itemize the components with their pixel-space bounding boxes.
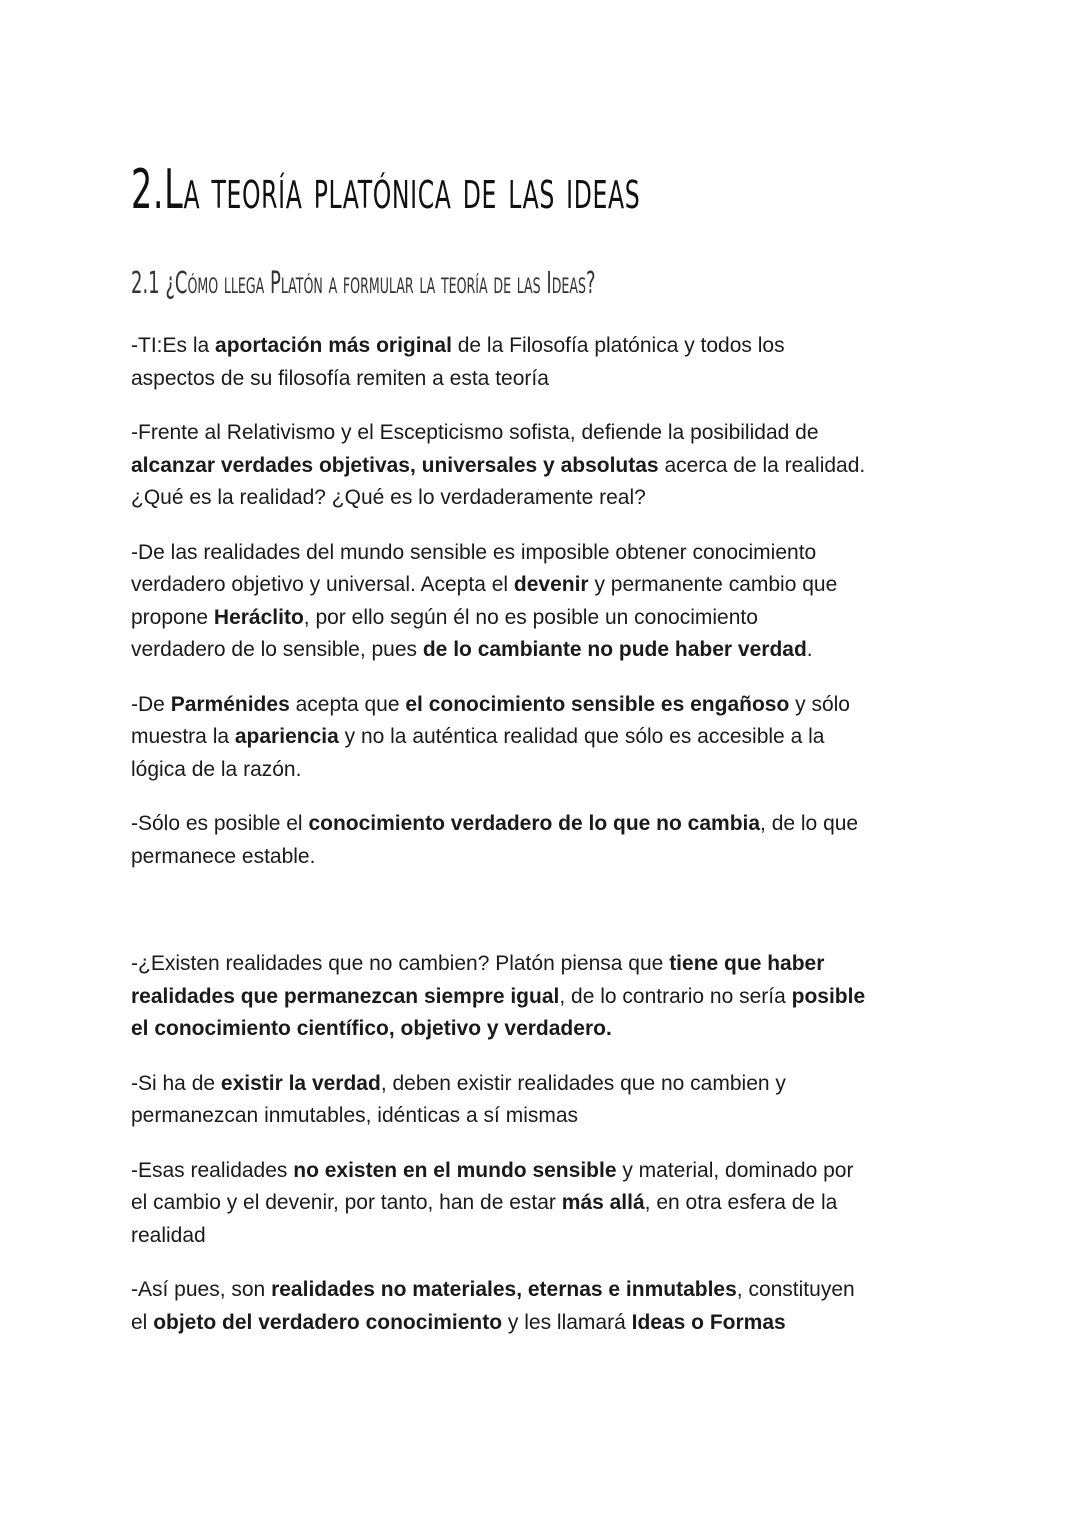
bold-text: Ideas o Formas: [631, 1310, 786, 1334]
text: -Esas realidades: [131, 1158, 294, 1182]
paragraph: [131, 948, 1011, 1046]
text: -Frente al Relativismo y el Escepticismo sofista, defiende la posibilidad de: [131, 421, 819, 444]
text: -TI:Es la: [131, 334, 216, 357]
document-body: [131, 330, 1011, 1361]
bold-text: de lo cambiante no pude haber verdad: [422, 638, 807, 661]
text: y material, dominado por el cambio y el devenir, por tanto, han de estar: [131, 1158, 854, 1214]
text: y les llamará: [502, 1310, 632, 1334]
bold-text: Parménides: [170, 692, 290, 716]
bold-text: el conocimiento sensible es engañoso: [405, 692, 790, 716]
paragraph: [131, 537, 1011, 667]
section-subtitle: 2.1 ¿Cómo llega Platón a formular la teoría de las Ideas?: [131, 266, 596, 301]
text: -De las realidades del mundo sensible es imposible obtener conocimiento verdadero objetivo y universal. Acepta el: [131, 540, 817, 596]
bold-text: tiene que haber realidades que permanezcan siempre igual: [131, 952, 825, 1008]
text: , en otra esfera de la realidad: [131, 1191, 838, 1247]
paragraph: [131, 1155, 1011, 1253]
text: -Así pues, son: [131, 1278, 272, 1301]
text: acepta que: [289, 692, 406, 716]
text: -Si ha de: [131, 1071, 221, 1095]
page-title: 2.La teoría platónica de las ideas: [131, 158, 641, 221]
bold-text: devenir: [513, 573, 589, 596]
text: , deben existir realidades que no cambien y permanezcan inmutables, idénticas a sí mismas: [131, 1071, 786, 1127]
paragraph: [131, 689, 1011, 787]
bold-text: realidades no materiales, eternas e inmutables: [271, 1278, 737, 1301]
text: , de lo contrario no sería: [559, 984, 792, 1008]
paragraph: [131, 417, 1011, 515]
bold-text: existir la verdad: [220, 1071, 381, 1095]
bold-text: alcanzar verdades objetivas, universales y absolutas: [131, 453, 659, 477]
text: y no la auténtica realidad que sólo es accesible a la lógica de la razón.: [131, 725, 825, 781]
text: -De: [131, 692, 171, 716]
bold-text: apariencia: [234, 725, 339, 748]
text: -Sólo es posible el: [131, 812, 309, 835]
paragraph: [131, 808, 1011, 873]
paragraph: [131, 1068, 1011, 1133]
paragraph: [131, 330, 1011, 395]
text: , por ello según él no es posible un conocimiento verdadero de lo sensible, pues: [131, 605, 758, 661]
bold-text: Heráclito: [213, 605, 304, 629]
text: acerca de la realidad. ¿Qué es la realidad? ¿Qué es lo verdaderamente real?: [131, 453, 866, 509]
bold-text: conocimiento verdadero de lo que no cambia: [308, 812, 761, 835]
text: -¿Existen realidades que no cambien? Platón piensa que: [131, 952, 670, 975]
bold-text: posible el conocimiento científico, objetivo y verdadero.: [131, 984, 866, 1040]
bold-text: más allá: [561, 1191, 645, 1214]
text: y sólo muestra la: [131, 692, 850, 748]
text: de la Filosofía platónica y todos los aspectos de su filosofía remiten a esta teoría: [131, 334, 785, 390]
text: .: [806, 638, 813, 661]
text: y permanente cambio que propone: [131, 573, 838, 629]
text: , de lo que permanece estable.: [131, 812, 859, 868]
bold-text: objeto del verdadero conocimiento: [153, 1310, 503, 1334]
bold-text: no existen en el mundo sensible: [293, 1158, 617, 1182]
bold-text: aportación más original: [215, 334, 452, 357]
text: , constituyen el: [131, 1278, 855, 1334]
paragraph: [131, 1274, 1011, 1339]
